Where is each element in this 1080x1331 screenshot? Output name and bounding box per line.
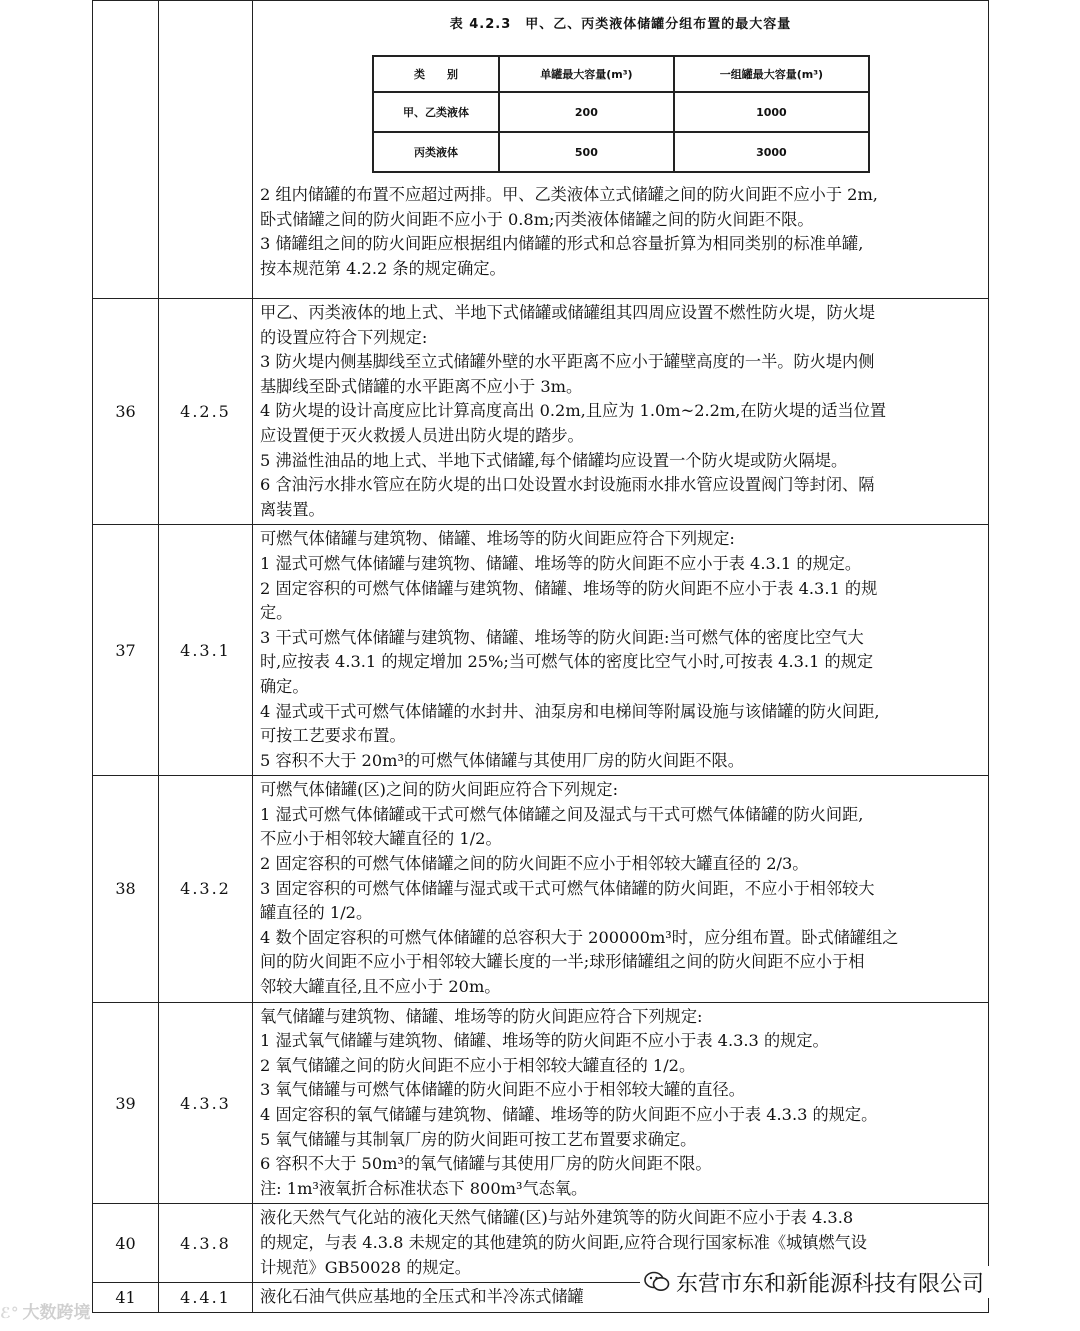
table-cell: 丙类液体 xyxy=(373,132,499,172)
text-line: 2 固定容积的可燃气体储罐之间的防火间距不应小于相邻较大罐直径的 2/3。 xyxy=(260,854,809,874)
inner-table-title: 表 4.2.3 甲、乙、丙类液体储罐分组布置的最大容量 xyxy=(449,17,792,32)
capacity-table xyxy=(372,55,870,173)
table-cell: 甲、乙类液体 xyxy=(373,92,499,132)
text-line: 不应小于相邻较大罐直径的 1/2。 xyxy=(260,829,502,849)
text-line: 罐直径的 1/2。 xyxy=(260,903,373,923)
text-line: 的设置应符合下列规定: xyxy=(260,327,428,347)
table-row xyxy=(373,92,869,132)
text-line: 5 氧气储罐与其制氧厂房的防火间距可按工艺布置要求确定。 xyxy=(260,1129,697,1149)
text-line: 按本规范第 4.2.2 条的规定确定。 xyxy=(260,258,506,278)
text-line: 液化石油气供应基地的全压式和半冷冻式储罐 xyxy=(260,1287,584,1307)
clause-cell: 4.3.2 xyxy=(159,776,253,1002)
header-cell: 一组罐最大容量(m³) xyxy=(674,56,869,92)
table-row xyxy=(93,299,989,525)
text-line: 5 容积不大于 20m³的可燃气体储罐与其使用厂房的防火间距不限。 xyxy=(260,750,744,770)
text-line: 4 防火堤的设计高度应比计算高度高出 0.2m,且应为 1.0m~2.2m,在防火堤的适当位置 xyxy=(260,401,887,421)
text-line: 2 固定容积的可燃气体储罐与建筑物、储罐、堆场等的防火间距不应小于表 4.3.1 的规 xyxy=(260,578,878,598)
table-row xyxy=(93,1,989,299)
content-cell xyxy=(253,1,989,299)
row-number-cell: 38 xyxy=(93,776,159,1002)
clause-cell xyxy=(159,1,253,299)
text-line: 计规范》GB50028 的规定。 xyxy=(260,1257,471,1277)
text-line: 离装置。 xyxy=(260,499,325,519)
text-line: 可燃气体储罐与建筑物、储罐、堆场等的防火间距应符合下列规定: xyxy=(260,529,735,549)
wechat-icon xyxy=(644,1271,670,1293)
text-line: 甲乙、丙类液体的地上式、半地下式储罐或储罐组其四周应设置不燃性防火堤，防火堤 xyxy=(260,303,876,322)
text-line: 4 固定容积的氧气储罐与建筑物、储罐、堆场等的防火间距不应小于表 4.3.3 的规定。 xyxy=(260,1105,878,1124)
table-row xyxy=(93,776,989,1002)
header-cell: 类 别 xyxy=(373,56,499,92)
table-cell: 200 xyxy=(499,92,674,132)
text-line: 4 湿式或干式可燃气体储罐的水封井、油泵房和电梯间等附属设施与该储罐的防火间距, xyxy=(260,701,880,721)
table-cell: 500 xyxy=(499,132,674,172)
content-cell xyxy=(253,525,989,776)
table-row xyxy=(93,1002,989,1204)
table-row xyxy=(373,132,869,172)
text-line: 3 固定容积的可燃气体储罐与湿式或干式可燃气体储罐的防火间距，不应小于相邻较大 xyxy=(260,878,875,898)
row-number-cell: 40 xyxy=(93,1204,159,1283)
text-line: 确定。 xyxy=(260,676,309,696)
row-number-cell: 41 xyxy=(93,1283,159,1313)
content-cell xyxy=(253,299,989,525)
text-line: 6 含油污水排水管应在防火堤的出口处设置水封设施雨水排水管应设置阀门等封闭、隔 xyxy=(260,475,875,495)
text-line: 可按工艺要求布置。 xyxy=(260,726,406,746)
text-line: 液化天然气气化站的液化天然气储罐(区)与站外建筑等的防火间距不应小于表 4.3.8 xyxy=(260,1208,854,1228)
clause-cell: 4.3.3 xyxy=(159,1002,253,1204)
text-line: 基脚线至卧式储罐的水平距离不应小于 3m。 xyxy=(260,376,583,396)
clause-cell: 4.2.5 xyxy=(159,299,253,525)
table-header-row xyxy=(373,56,869,92)
watermark-text: 大数跨境 xyxy=(22,1303,91,1323)
clause-cell: 4.4.1 xyxy=(159,1283,253,1313)
text-line: 3 氧气储罐与可燃气体储罐的防火间距不应小于相邻较大罐的直径。 xyxy=(260,1080,745,1100)
source-watermark xyxy=(0,1298,90,1323)
text-line: 1 湿式可燃气体储罐与建筑物、储罐、堆场等的防火间距不应小于表 4.3.1 的规定。 xyxy=(260,553,862,573)
row-number-cell: 39 xyxy=(93,1002,159,1204)
text-line: 注: 1m³液氧折合标准状态下 800m³气态氧。 xyxy=(260,1178,588,1198)
text-line: 6 容积不大于 50m³的氧气储罐与其使用厂房的防火间距不限。 xyxy=(260,1154,712,1174)
text-line: 2 氧气储罐之间的防火间距不应小于相邻较大罐直径的 1/2。 xyxy=(260,1055,696,1075)
clause-cell: 4.3.8 xyxy=(159,1204,253,1283)
text-line: 1 湿式可燃气体储罐或干式可燃气体储罐之间及湿式与干式可燃气体储罐的防火间距, xyxy=(260,804,864,824)
text-line: 应设置便于灭火救援人员进出防火堤的踏步。 xyxy=(260,425,584,445)
text-line: 3 干式可燃气体储罐与建筑物、储罐、堆场等的防火间距:当可燃气体的密度比空气大 xyxy=(260,627,864,647)
text-line: 4 数个固定容积的可燃气体储罐的总容积大于 200000m³时，应分组布置。卧式储罐组之 xyxy=(260,927,899,947)
text-line: 邻较大罐直径,且不应小于 20m。 xyxy=(260,977,501,997)
table-cell: 1000 xyxy=(674,92,869,132)
text-line: 2 组内储罐的布置不应超过两排。甲、乙类液体立式储罐之间的防火间距不应小于 2m, xyxy=(260,185,878,204)
text-line: 1 湿式氧气储罐与建筑物、储罐、堆场等的防火间距不应小于表 4.3.3 的规定。 xyxy=(260,1031,829,1051)
text-line: 卧式储罐之间的防火间距不应小于 0.8m;丙类液体储罐之间的防火间距不限。 xyxy=(260,209,814,229)
company-name: 东营市东和新能源科技有限公司 xyxy=(676,1271,985,1297)
text-line: 氧气储罐与建筑物、储罐、堆场等的防火间距应符合下列规定: xyxy=(260,1006,703,1026)
header-cell: 单罐最大容量(m³) xyxy=(499,56,674,92)
row-number-cell: 37 xyxy=(93,525,159,776)
table-cell: 3000 xyxy=(674,132,869,172)
content-cell xyxy=(253,776,989,1002)
table-row xyxy=(93,525,989,776)
watermark-logo-icon: ℰ° xyxy=(0,1304,19,1322)
text-line: 5 沸溢性油品的地上式、半地下式储罐,每个储罐均应设置一个防火堤或防火隔堤。 xyxy=(260,450,848,470)
text-line: 时,应按表 4.3.1 的规定增加 25%;当可燃气体的密度比空气小时,可按表 4.3.1 的规定 xyxy=(260,652,874,672)
clause-cell: 4.3.1 xyxy=(159,525,253,776)
text-line: 3 储罐组之间的防火间距应根据组内储罐的形式和总容量折算为相同类别的标准单罐, xyxy=(260,234,864,254)
text-line: 的规定，与表 4.3.8 未规定的其他建筑的防火间距,应符合现行国家标准《城镇燃气设 xyxy=(260,1232,867,1252)
text-line: 定。 xyxy=(260,603,293,623)
row-number-cell: 36 xyxy=(93,299,159,525)
text-line: 3 防火堤内侧基脚线至立式储罐外壁的水平距离不应小于罐壁高度的一半。防火堤内侧 xyxy=(260,352,875,372)
company-watermark xyxy=(640,1266,990,1298)
content-cell xyxy=(253,1002,989,1204)
text-line: 间的防火间距不应小于相邻较大罐长度的一半;球形储罐组之间的防火间距不应小于相 xyxy=(260,952,865,972)
regulation-table xyxy=(92,0,989,1313)
row-number-cell xyxy=(93,1,159,299)
text-line: 可燃气体储罐(区)之间的防火间距应符合下列规定: xyxy=(260,780,619,800)
